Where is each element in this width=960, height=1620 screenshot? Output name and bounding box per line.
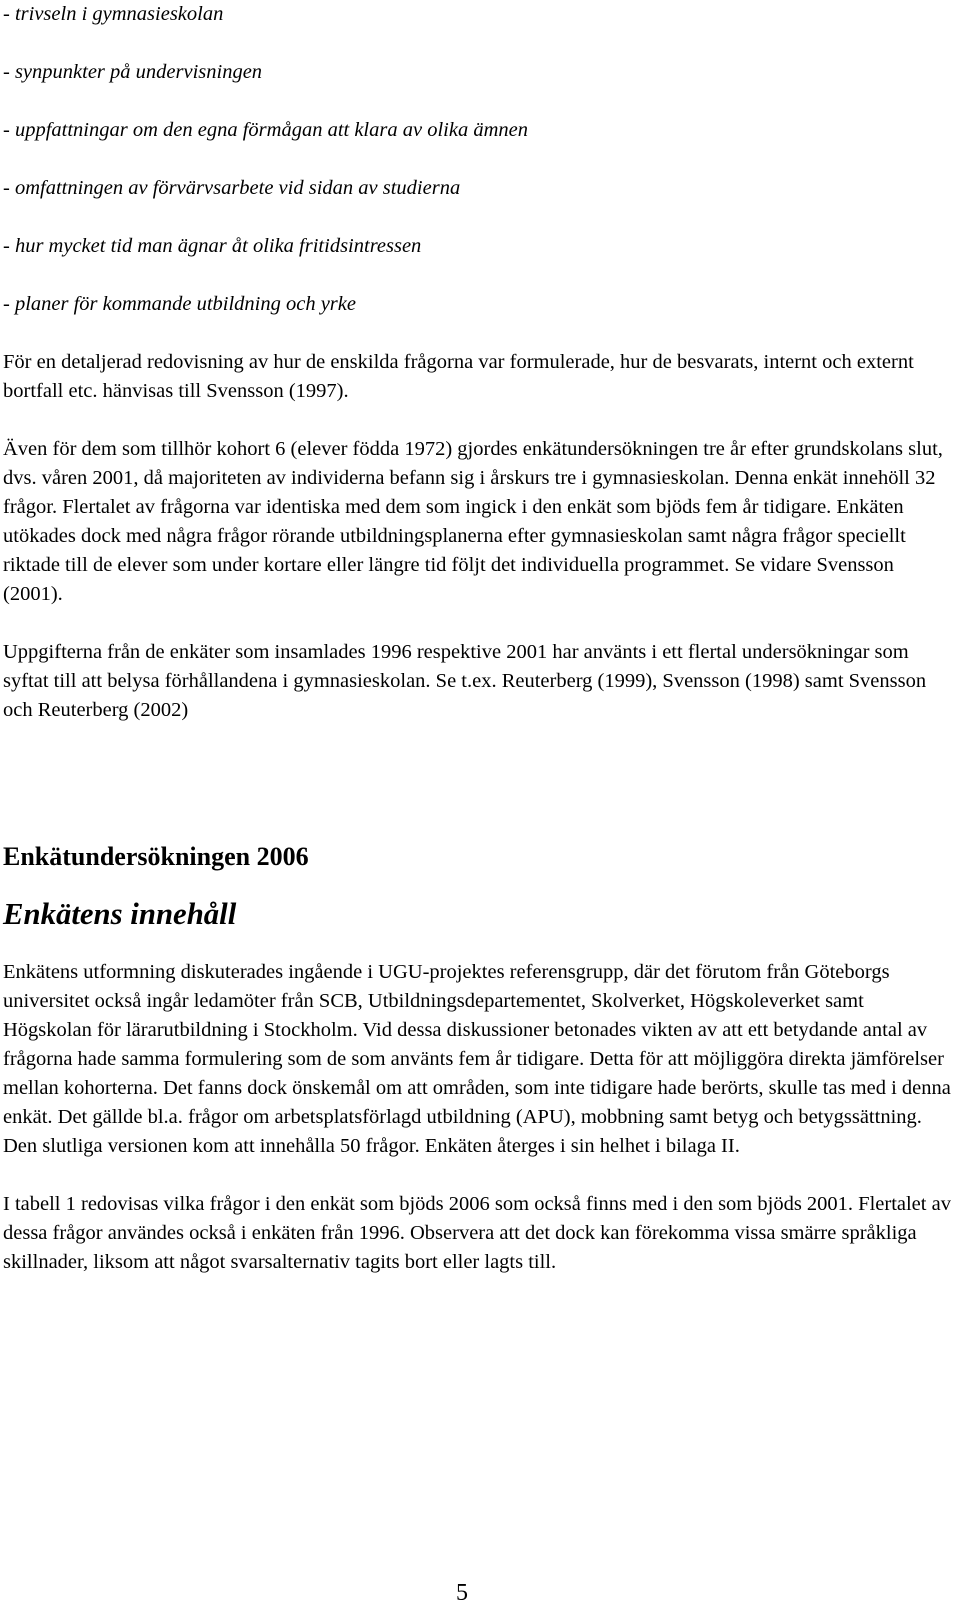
paragraph-enkatens-utformning: Enkätens utformning diskuterades ingående i UGU-projektes referensgrupp, där det förutom från Göteborgs universitet också ingår ledamöter från SCB, Utbildningsdepartementet, Skolverket, Högskoleverket samt Högskolan för lärarutbildning i Stockholm. Vid dessa diskussioner betonades vikten av att ett betydande antal av frågorna hade samma formulering som de som använts fem år tidigare. Detta för att möjliggöra direkta jämförelser mellan kohorterna. Det fanns dock önskemål om att områden, som inte tidigare hade berörts, skulle tas med i denna enkät. Det gällde bl.a. frågor om arbetsplatsförlagd utbildning (APU), mobbning samt betyg och betygssättning. Den slutliga versionen kom att innehålla 50 frågor. Enkäten återges i sin helhet i bilaga II. (3, 961, 951, 1157)
list-item: - omfattningen av förvärvsarbete vid sidan av studierna (3, 177, 461, 199)
document-page (3, 0, 955, 1306)
paragraph-kohort-6: Även för dem som tillhör kohort 6 (elever födda 1972) gjordes enkätundersökningen tre år efter grundskolans slut, dvs. våren 2001, då majoriteten av individerna befann sig i årskurs tre i gymnasieskolan. Denna enkät innehöll 32 frågor. Flertalet av frågorna var identiska med dem som ingick i den enkät som bjöds fem år tidigare. Enkäten utökades dock med några frågor rörande utbildningsplanerna efter gymnasieskolan samt några frågor speciellt riktade till de elever som under kortare eller längre tid följt det individuella programmet. Se vidare Svensson (2001). (3, 438, 943, 605)
list-item: - trivseln i gymnasieskolan (3, 3, 224, 25)
subsection-heading: Enkätens innehåll (3, 897, 237, 931)
paragraph-uppgifter: Uppgifterna från de enkäter som insamlades 1996 respektive 2001 har använts i ett flertal undersökningar som syftat till att belysa förhållandena i gymnasieskolan. Se t.ex. Reuterberg (1999), Svensson (1998) samt Svensson och Reuterberg (2002) (3, 641, 927, 721)
list-item: - synpunkter på undervisningen (3, 61, 263, 83)
section-heading: Enkätundersökningen 2006 (3, 842, 309, 871)
list-item: - hur mycket tid man ägnar åt olika fritidsintressen (3, 235, 422, 257)
bullet-list (3, 0, 955, 348)
list-item: - uppfattningar om den egna förmågan att klara av olika ämnen (3, 119, 528, 141)
heading-spacer (3, 873, 955, 900)
section-spacer (3, 754, 955, 841)
list-item: - planer för kommande utbildning och yrke (3, 293, 356, 315)
paragraph-reference-1997: För en detaljerad redovisning av hur de enskilda frågorna var formulerade, hur de besvarats, internt och externt bortfall etc. hänvisas till Svensson (1997). (3, 351, 914, 402)
subheading-spacer (3, 929, 955, 958)
page-number: 5 (456, 1580, 468, 1606)
paragraph-tabell-1: I tabell 1 redovisas vilka frågor i den enkät som bjöds 2006 som också finns med i den som bjöds 2001. Flertalet av dessa frågor användes också i enkäten från 1996. Observera att det dock kan förekomma vissa smärre språkliga skillnader, liksom att något svarsalternativ tagits bort eller lagts till. (3, 1193, 951, 1273)
